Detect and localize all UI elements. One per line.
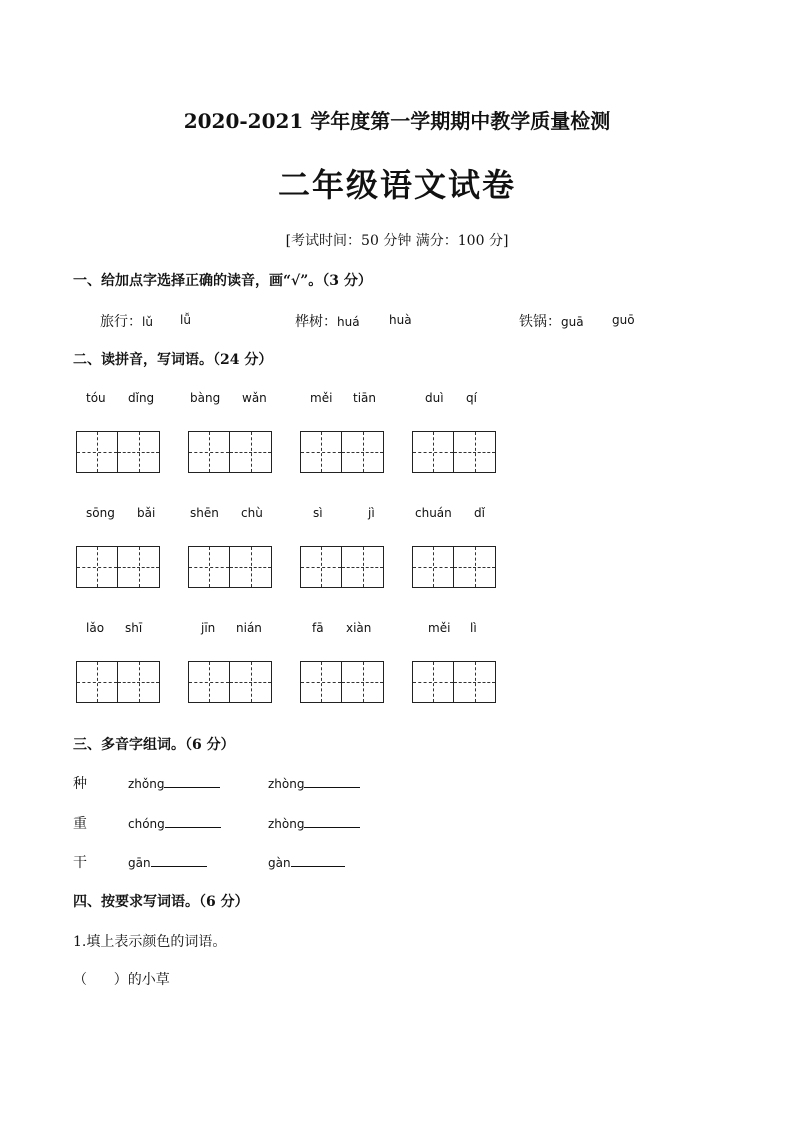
- tianzige-box[interactable]: [76, 661, 118, 703]
- polyphone-reading: [268, 854, 345, 870]
- tianzige-box[interactable]: [454, 546, 496, 588]
- s1-item-3: [519, 311, 584, 331]
- polyphone-char: 重: [73, 816, 87, 832]
- tianzige-box[interactable]: [118, 661, 160, 703]
- polyphone-reading: [128, 854, 207, 870]
- tianzige-box[interactable]: [300, 546, 342, 588]
- pinyin: chuán: [415, 506, 452, 520]
- s1-option[interactable]: guō: [612, 313, 635, 327]
- tianzige-box[interactable]: [118, 546, 160, 588]
- tianzige-box[interactable]: [230, 431, 272, 473]
- tianzige-box[interactable]: [454, 661, 496, 703]
- tianzige-box[interactable]: [76, 431, 118, 473]
- tianzige-box[interactable]: [342, 431, 384, 473]
- s1-option[interactable]: huá: [337, 315, 360, 329]
- tianzige-pair[interactable]: [300, 431, 384, 473]
- s1-option[interactable]: guā: [561, 315, 584, 329]
- s1-word: 旅行：: [100, 314, 142, 330]
- pinyin: jì: [368, 506, 375, 520]
- tianzige-pair[interactable]: [76, 661, 160, 703]
- tianzige-box[interactable]: [454, 431, 496, 473]
- section4-question-1: 1.填上表示颜色的词语。: [73, 934, 227, 950]
- s1-word: 桦树：: [295, 314, 337, 330]
- fill-in-item[interactable]: （ ）的小草: [73, 972, 170, 988]
- tianzige-pair[interactable]: [412, 431, 496, 473]
- tianzige-pair[interactable]: [188, 546, 272, 588]
- polyphone-reading: [128, 775, 220, 791]
- pinyin: dǐ: [474, 506, 485, 520]
- tianzige-box[interactable]: [230, 661, 272, 703]
- s1-option[interactable]: lǚ: [180, 313, 191, 327]
- tianzige-box[interactable]: [118, 431, 160, 473]
- s1-word: 铁锅：: [519, 314, 561, 330]
- pinyin: wǎn: [242, 391, 267, 405]
- pinyin: xiàn: [346, 621, 372, 635]
- tianzige-pair[interactable]: [300, 661, 384, 703]
- pinyin: fā: [312, 621, 324, 635]
- answer-blank[interactable]: [304, 815, 360, 828]
- pinyin: nián: [236, 621, 262, 635]
- tianzige-pair[interactable]: [300, 546, 384, 588]
- pinyin: duì: [425, 391, 444, 405]
- tianzige-box[interactable]: [76, 546, 118, 588]
- pinyin: qí: [466, 391, 477, 405]
- s1-option[interactable]: huà: [389, 313, 412, 327]
- tianzige-box[interactable]: [188, 431, 230, 473]
- tianzige-pair[interactable]: [188, 661, 272, 703]
- answer-blank[interactable]: [304, 775, 360, 788]
- answer-blank[interactable]: [151, 854, 207, 867]
- pinyin: bàng: [190, 391, 221, 405]
- answer-blank[interactable]: [165, 815, 221, 828]
- polyphone-char: 干: [73, 855, 87, 871]
- pinyin: chù: [241, 506, 263, 520]
- tianzige-box[interactable]: [412, 431, 454, 473]
- pinyin: lǎo: [86, 621, 105, 635]
- pinyin: měi: [310, 391, 333, 405]
- section1-heading: 一、给加点字选择正确的读音，画“√”。（3 分）: [73, 273, 372, 289]
- tianzige-box[interactable]: [230, 546, 272, 588]
- pinyin: bǎi: [137, 506, 156, 520]
- tianzige-box[interactable]: [342, 546, 384, 588]
- tianzige-pair[interactable]: [412, 661, 496, 703]
- tianzige-pair[interactable]: [76, 546, 160, 588]
- reading-label: zhòng: [268, 817, 305, 831]
- tianzige-box[interactable]: [300, 661, 342, 703]
- section3-heading: 三、多音字组词。（6 分）: [73, 737, 235, 753]
- pinyin: sì: [313, 506, 323, 520]
- answer-blank[interactable]: [164, 775, 220, 788]
- pinyin: tiān: [353, 391, 376, 405]
- tianzige-box[interactable]: [300, 431, 342, 473]
- s1-item-2: [295, 311, 360, 331]
- tianzige-box[interactable]: [342, 661, 384, 703]
- pinyin: shī: [125, 621, 143, 635]
- exam-header-title: 2020-2021 学年度第一学期期中教学质量检测: [183, 109, 611, 133]
- section2-heading: 二、读拼音，写词语。（24 分）: [73, 352, 273, 368]
- reading-label: zhòng: [268, 777, 305, 791]
- polyphone-char: 种: [73, 776, 87, 792]
- tianzige-box[interactable]: [412, 546, 454, 588]
- pinyin: lì: [470, 621, 477, 635]
- pinyin: dǐng: [128, 391, 155, 405]
- tianzige-box[interactable]: [188, 546, 230, 588]
- pinyin: měi: [428, 621, 451, 635]
- reading-label: chóng: [128, 817, 165, 831]
- reading-label: gàn: [268, 856, 291, 870]
- exam-paper-title: 二年级语文试卷: [277, 166, 516, 204]
- tianzige-box[interactable]: [188, 661, 230, 703]
- pinyin: sōng: [86, 506, 115, 520]
- reading-label: zhǒng: [128, 777, 165, 791]
- exam-info: [考试时间：50 分钟 满分：100 分]: [285, 233, 509, 249]
- polyphone-reading: [268, 775, 360, 791]
- tianzige-pair[interactable]: [76, 431, 160, 473]
- polyphone-reading: [128, 815, 221, 831]
- tianzige-box[interactable]: [412, 661, 454, 703]
- tianzige-pair[interactable]: [188, 431, 272, 473]
- tianzige-pair[interactable]: [412, 546, 496, 588]
- s1-item-1: [100, 311, 153, 331]
- section4-heading: 四、按要求写词语。（6 分）: [73, 894, 249, 910]
- pinyin: jīn: [201, 621, 216, 635]
- pinyin: shēn: [190, 506, 219, 520]
- polyphone-reading: [268, 815, 360, 831]
- reading-label: gān: [128, 856, 151, 870]
- pinyin: tóu: [86, 391, 106, 405]
- s1-option[interactable]: lǔ: [142, 315, 153, 329]
- answer-blank[interactable]: [291, 854, 345, 867]
